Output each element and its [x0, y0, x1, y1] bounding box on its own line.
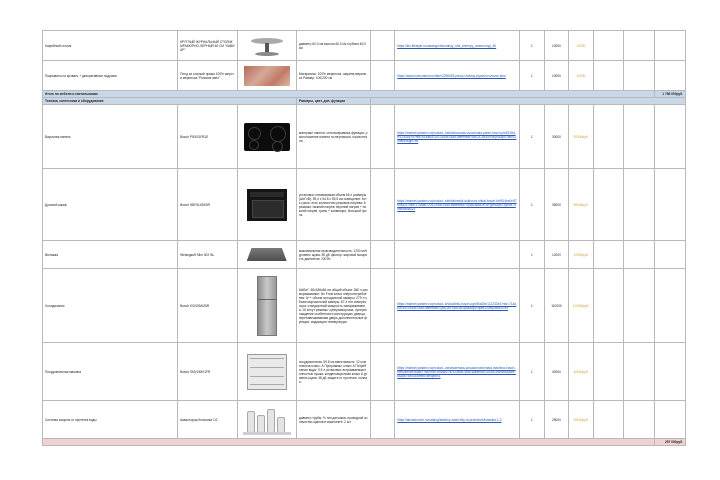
- empty-cell[interactable]: [370, 169, 395, 241]
- empty-cell[interactable]: [655, 401, 686, 439]
- item-qty-cell[interactable]: 1: [520, 31, 545, 61]
- item-image-cell[interactable]: [237, 241, 296, 269]
- item-model-cell[interactable]: Weissgauff Slim 30X BL: [178, 241, 237, 269]
- item-qty-cell[interactable]: 1: [520, 105, 545, 169]
- empty-cell[interactable]: [655, 343, 686, 401]
- table-row[interactable]: [43, 241, 686, 269]
- empty-cell[interactable]: [370, 241, 395, 269]
- item-image-cell[interactable]: [237, 105, 296, 169]
- table-row[interactable]: [43, 269, 686, 343]
- item-spec-cell[interactable]: установка: независимая объем 66 л размеры (ШхГхВ): 59.4 x 54.8 x 59.5 см освещение: есть гриль: есть количество режимов нагрева: 8 режимы: нижний нагрев, верхний нагрев + нижний нагрев, гриль + конвекция, большой гриль: [296, 169, 370, 241]
- item-sum-cell[interactable]: 10000: [569, 61, 594, 91]
- empty-cell[interactable]: [624, 31, 655, 61]
- empty-cell[interactable]: [370, 401, 395, 439]
- empty-cell[interactable]: [624, 105, 655, 169]
- empty-cell[interactable]: [593, 343, 624, 401]
- item-sum-cell[interactable]: 35000руб.: [569, 169, 594, 241]
- empty-cell[interactable]: [370, 269, 395, 343]
- item-qty-cell[interactable]: 1: [520, 269, 545, 343]
- item-price-cell[interactable]: 10000: [544, 61, 569, 91]
- table-row[interactable]: [43, 31, 686, 61]
- item-model-cell[interactable]: Плед из хлопкой пряжи 100% шерсти мериноса "Розовое кино": [178, 61, 237, 91]
- empty-cell[interactable]: [593, 241, 624, 269]
- item-name-cell[interactable]: Варочная панель: [43, 105, 178, 169]
- item-image-cell[interactable]: [237, 61, 296, 91]
- item-price-cell[interactable]: 25000: [544, 401, 569, 439]
- item-image-cell[interactable]: [237, 31, 296, 61]
- item-link-cell[interactable]: [395, 241, 520, 269]
- empty-cell[interactable]: [624, 269, 655, 343]
- cooktop-icon: [244, 123, 290, 151]
- empty-cell[interactable]: [370, 61, 395, 91]
- item-image-cell[interactable]: [237, 269, 296, 343]
- item-qty-cell[interactable]: 1: [520, 401, 545, 439]
- item-price-cell[interactable]: 110000: [544, 269, 569, 343]
- item-model-cell[interactable]: КРУГЛЫЙ ЖУРНАЛЬНЫЙ СТОЛИК МРАМОРНО-ЧЕРНЫЙ 60 СМ "КАВИАР": [178, 31, 237, 61]
- empty-cell[interactable]: [624, 343, 655, 401]
- fridge-icon: [257, 276, 277, 336]
- item-name-cell[interactable]: Вытяжка: [43, 241, 178, 269]
- empty-cell[interactable]: [655, 61, 686, 91]
- item-spec-cell[interactable]: Материалы: 100% мериноса, ширина мериноса Размер: 100/200 см: [296, 61, 370, 91]
- item-name-cell[interactable]: Система защиты от протечек воды: [43, 401, 178, 439]
- item-name-cell[interactable]: Посудомоечная машина: [43, 343, 178, 401]
- item-qty-cell[interactable]: 1: [520, 169, 545, 241]
- empty-cell[interactable]: [624, 169, 655, 241]
- subtotal-label[interactable]: Итого по мебели и светильникам: [43, 91, 655, 98]
- table-row[interactable]: [43, 169, 686, 241]
- item-sum-cell[interactable]: 40000руб.: [569, 343, 594, 401]
- empty-cell[interactable]: [370, 105, 395, 169]
- item-sum-cell[interactable]: 25000руб.: [569, 401, 594, 439]
- dishwasher-icon: [247, 354, 287, 390]
- item-qty-cell[interactable]: 1: [520, 343, 545, 401]
- water-filter-icon: [243, 405, 291, 435]
- empty-cell[interactable]: [593, 401, 624, 439]
- item-model-cell[interactable]: Аквасторож Классика 1/2: [178, 401, 237, 439]
- section-tag[interactable]: Размеры, цвет, доп. функции: [296, 98, 370, 105]
- item-price-cell[interactable]: 35000: [544, 169, 569, 241]
- item-sum-cell[interactable]: 12000руб.: [569, 241, 594, 269]
- item-link-cell[interactable]: https://akvastorozh.ru/catalog/sistemy-zashchity-ot-protechek/klassika-1-2: [395, 401, 520, 439]
- table-row[interactable]: [43, 401, 686, 439]
- item-model-cell[interactable]: Bosch PIE631FB1E: [178, 105, 237, 169]
- hood-icon: [247, 248, 287, 261]
- item-spec-cell[interactable]: посудомоечная: 59.8 см вместимость: 12 комплектов класс: А Программы: класс A Потребление воды: 9.5 л установка: встраиваемая полностью сушка: конденсационная класс А уровень шума: 48 дБ защита от протечек: полная: [296, 343, 370, 401]
- empty-cell[interactable]: [624, 401, 655, 439]
- item-sum-cell[interactable]: 30000руб.: [569, 105, 594, 169]
- empty-cell[interactable]: [655, 241, 686, 269]
- pink-throw-icon: [244, 66, 290, 86]
- empty-cell[interactable]: [655, 105, 686, 169]
- item-sum-cell[interactable]: 10000: [569, 31, 594, 61]
- empty-cell[interactable]: [655, 169, 686, 241]
- subtotal-row[interactable]: [43, 91, 686, 98]
- item-image-cell[interactable]: [237, 401, 296, 439]
- empty-cell[interactable]: [624, 61, 655, 91]
- item-price-cell[interactable]: 10000: [544, 31, 569, 61]
- section-title[interactable]: Техника, сантехника и оборудование: [43, 98, 297, 105]
- empty-cell[interactable]: [593, 105, 624, 169]
- item-price-cell[interactable]: 12000: [544, 241, 569, 269]
- empty-cell[interactable]: [370, 31, 395, 61]
- item-image-cell[interactable]: [237, 169, 296, 241]
- item-price-cell[interactable]: 40000: [544, 343, 569, 401]
- section-header-row[interactable]: [43, 98, 686, 105]
- empty-cell[interactable]: [624, 241, 655, 269]
- item-model-cell[interactable]: Bosch SMV2IMX1FR: [178, 343, 237, 401]
- total-row[interactable]: [43, 439, 686, 446]
- coffee-table-icon: [249, 36, 285, 56]
- empty-cell[interactable]: [655, 269, 686, 343]
- table-row[interactable]: [43, 343, 686, 401]
- table-row[interactable]: [43, 61, 686, 91]
- item-link-cell[interactable]: https://www.lovecustom.ru/item/2296053-pled-iz-tolstoy-pryazhi-rozovoe-kino: [395, 61, 520, 91]
- item-spec-cell[interactable]: материал панели: стеклокерамика функции: расположение панели по вертикали, горизонтали: [296, 105, 370, 169]
- item-link-cell[interactable]: https://market.yandex.ru/product--elektricheskii-dukhovoi-shkaf-bosch-hbf514bs0r/87654321?nid=17&sku=201234567&do-waremd5=Xy98ZaBcDe76FgHi&cpc=xyz987uvw654rst321: [395, 169, 520, 241]
- item-link-cell[interactable]: https://kiv-lifestyle.ru/catalog/zhurnalnyy_stol_chernyy_mramornyy_60: [395, 31, 520, 61]
- item-name-cell[interactable]: Кофейный столик: [43, 31, 178, 61]
- empty-cell[interactable]: [593, 269, 624, 343]
- item-name-cell[interactable]: Духовой шкаф: [43, 169, 178, 241]
- item-price-cell[interactable]: 30000: [544, 105, 569, 169]
- item-link-cell[interactable]: https://market.yandex.ru/product--kholodilnik-bosch-kgn39ai26r/11223344?nid=71&sku=301234567&do-waremd5=Qw12ErTyUi34OpAs&cpc=qwe123rty456uio789: [395, 269, 520, 343]
- total-label-cell[interactable]: [43, 439, 655, 446]
- item-qty-cell[interactable]: 1: [520, 61, 545, 91]
- item-link-cell[interactable]: https://market.yandex.ru/product--induktsionnaia-varochnaia-panel-bosch-pie631fb1e/12345678?nid=61&sku=101234567&do-waremd5=Ab12CdEfGh34IjKl&cpc=abc123def456ghi789: [395, 105, 520, 169]
- item-model-cell[interactable]: Bosch KGN39AI26R: [178, 269, 237, 343]
- total-value[interactable]: 257 000руб.: [655, 439, 686, 446]
- item-model-cell[interactable]: Bosch HBF514BS0R: [178, 169, 237, 241]
- item-name-cell[interactable]: Холодильник: [43, 269, 178, 343]
- empty-cell[interactable]: [593, 169, 624, 241]
- item-image-cell[interactable]: [237, 343, 296, 401]
- item-name-cell[interactable]: Покрывало на кровать + декоративные подушки: [43, 61, 178, 91]
- empty-cell[interactable]: [655, 31, 686, 61]
- empty-cell[interactable]: [593, 31, 624, 61]
- empty-cell[interactable]: [593, 61, 624, 91]
- item-spec-cell[interactable]: ШхВхГ: 60х186х66 см общий объем: 366 л размораживание: No Frost класс энергопотребления: A++ объем холодильной камеры: 279 л объем морозильной камеры: 87 л тип компрессора: стандартный мощность замораживания: 16 кг/сут режимы: суперзаморозка, суперохлаждение особенности конструкции: дверца, перенавешиваемая дверь дополнительные функции: индикация температуры: [296, 269, 370, 343]
- item-spec-cell[interactable]: максимальная производительность: 1200 м³/ч уровень шума: 50 дБ фильтр: жировой мощность двигателя: 230 Вт: [296, 241, 370, 269]
- empty-cell[interactable]: [370, 98, 685, 105]
- item-sum-cell[interactable]: 110000руб.: [569, 269, 594, 343]
- item-spec-cell[interactable]: диаметр трубы: ½ тип датчиков: проводной количество кранов в комплекте: 2 шт.: [296, 401, 370, 439]
- table-row[interactable]: [43, 105, 686, 169]
- item-spec-cell[interactable]: диаметр 60,0 см высота 60,0 см глубина 60,0 см: [296, 31, 370, 61]
- item-link-cell[interactable]: https://market.yandex.ru/product--vstraivaemaia-posudomoechnaia-mashina-bosch-smv2imx1fr/55667788?nid=19&sku=401234567&do-waremd5=Zx34CvBn56MqWe78&cpc=zxc345vbn678mqw901: [395, 343, 520, 401]
- item-qty-cell[interactable]: 1: [520, 241, 545, 269]
- oven-icon: [247, 189, 287, 221]
- empty-cell[interactable]: [370, 343, 395, 401]
- subtotal-value[interactable]: 1 786 000руб.: [655, 91, 686, 98]
- spreadsheet-table: [42, 30, 686, 446]
